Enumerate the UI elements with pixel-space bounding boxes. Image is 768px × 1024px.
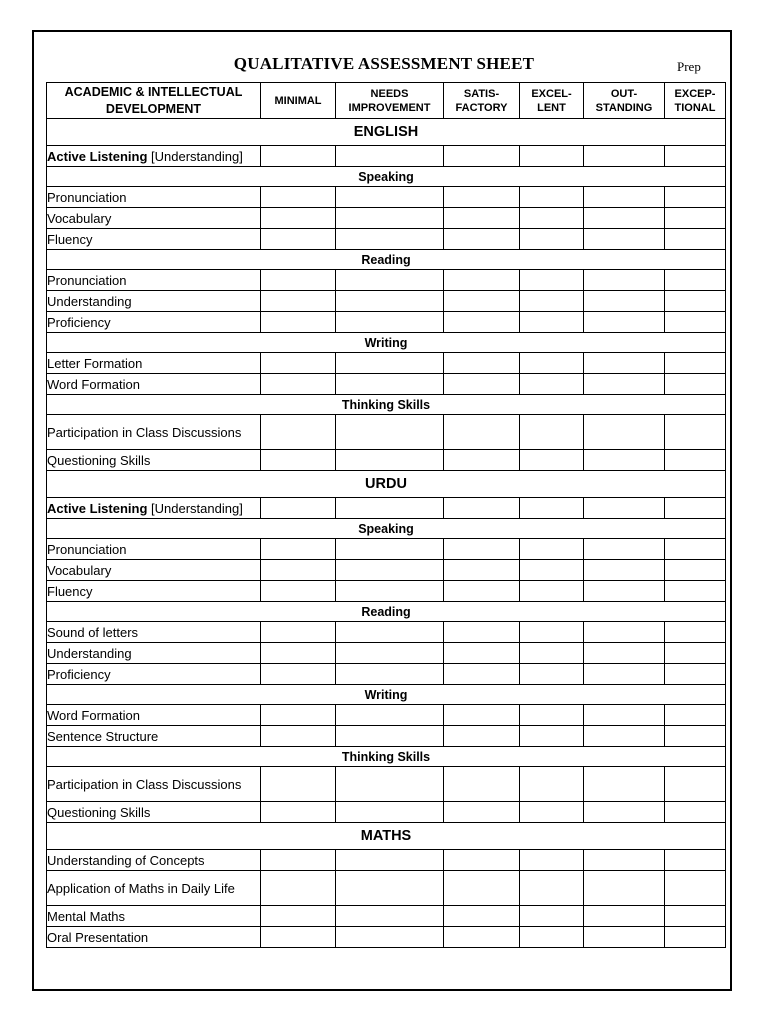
rating-cell-needs-improvement[interactable] [336,291,444,312]
rating-cell-exceptional[interactable] [665,312,726,333]
rating-cell-exceptional[interactable] [665,374,726,395]
rating-cell-satisfactory[interactable] [444,498,520,519]
rating-cell-minimal[interactable] [261,450,336,471]
rating-cell-exceptional[interactable] [665,581,726,602]
rating-cell-satisfactory[interactable] [444,187,520,208]
rating-cell-exceptional[interactable] [665,353,726,374]
rating-cell-satisfactory[interactable] [444,664,520,685]
rating-cell-minimal[interactable] [261,643,336,664]
rating-cell-exceptional[interactable] [665,415,726,450]
criterion-label: Participation in Class Discussions [47,767,261,802]
criterion-row [47,802,726,823]
rating-cell-excellent[interactable] [520,802,584,823]
rating-cell-exceptional[interactable] [665,187,726,208]
rating-cell-outstanding[interactable] [584,208,665,229]
rating-cell-exceptional[interactable] [665,560,726,581]
rating-cell-needs-improvement[interactable] [336,767,444,802]
criterion-label-note: [Understanding] [147,500,243,516]
rating-cell-needs-improvement[interactable] [336,415,444,450]
rating-cell-minimal[interactable] [261,622,336,643]
rating-cell-satisfactory[interactable] [444,802,520,823]
rating-cell-minimal[interactable] [261,498,336,519]
rating-cell-satisfactory[interactable] [444,581,520,602]
rating-cell-outstanding[interactable] [584,643,665,664]
rating-cell-needs-improvement[interactable] [336,498,444,519]
rating-cell-satisfactory[interactable] [444,208,520,229]
rating-cell-excellent[interactable] [520,229,584,250]
criterion-row [47,291,726,312]
rating-cell-exceptional[interactable] [665,871,726,906]
criterion-label-note: [Understanding] [147,148,243,164]
rating-cell-outstanding[interactable] [584,560,665,581]
rating-cell-needs-improvement[interactable] [336,229,444,250]
criterion-row [47,871,726,906]
rating-cell-exceptional[interactable] [665,291,726,312]
rating-cell-outstanding[interactable] [584,229,665,250]
rating-cell-exceptional[interactable] [665,906,726,927]
rating-cell-satisfactory[interactable] [444,146,520,167]
rating-cell-exceptional[interactable] [665,146,726,167]
grade-label: Prep [677,59,701,74]
rating-cell-exceptional[interactable] [665,664,726,685]
rating-cell-exceptional[interactable] [665,270,726,291]
rating-cell-satisfactory[interactable] [444,415,520,450]
criterion-label: Pronunciation [47,187,261,208]
rating-cell-needs-improvement[interactable] [336,850,444,871]
rating-cell-outstanding[interactable] [584,581,665,602]
rating-cell-outstanding[interactable] [584,415,665,450]
criterion-row [47,270,726,291]
rating-cell-satisfactory[interactable] [444,229,520,250]
rating-cell-satisfactory[interactable] [444,374,520,395]
rating-cell-excellent[interactable] [520,374,584,395]
rating-cell-exceptional[interactable] [665,767,726,802]
criterion-row [47,767,726,802]
criterion-label: Word Formation [47,705,261,726]
rating-cell-outstanding[interactable] [584,270,665,291]
rating-cell-needs-improvement[interactable] [336,450,444,471]
rating-cell-minimal[interactable] [261,705,336,726]
rating-header-needs-improvement: NEEDS IMPROVEMENT [336,83,444,119]
rating-cell-exceptional[interactable] [665,850,726,871]
criterion-label-bold: Active Listening [47,148,148,164]
rating-cell-exceptional[interactable] [665,927,726,948]
rating-cell-minimal[interactable] [261,353,336,374]
rating-cell-needs-improvement[interactable] [336,560,444,581]
subject-heading: MATHS [47,823,726,850]
rating-cell-needs-improvement[interactable] [336,726,444,747]
rating-header-exceptional: EXCEP- TIONAL [665,83,726,119]
criterion-label: Pronunciation [47,539,261,560]
rating-cell-outstanding[interactable] [584,871,665,906]
rating-cell-outstanding[interactable] [584,906,665,927]
rating-cell-satisfactory[interactable] [444,622,520,643]
criterion-label: Mental Maths [47,906,261,927]
rating-cell-excellent[interactable] [520,906,584,927]
rating-cell-exceptional[interactable] [665,498,726,519]
assessment-body [47,119,726,948]
rating-cell-excellent[interactable] [520,850,584,871]
rating-cell-minimal[interactable] [261,208,336,229]
section-heading: Speaking [47,519,726,539]
rating-cell-satisfactory[interactable] [444,927,520,948]
rating-cell-outstanding[interactable] [584,353,665,374]
rating-cell-needs-improvement[interactable] [336,374,444,395]
rating-cell-needs-improvement[interactable] [336,664,444,685]
criterion-label: Questioning Skills [47,802,261,823]
criterion-row [47,312,726,333]
rating-cell-outstanding[interactable] [584,498,665,519]
rating-cell-minimal[interactable] [261,927,336,948]
rating-cell-excellent[interactable] [520,581,584,602]
criterion-row [47,726,726,747]
rating-cell-minimal[interactable] [261,374,336,395]
rating-cell-needs-improvement[interactable] [336,353,444,374]
rating-cell-minimal[interactable] [261,664,336,685]
rating-cell-outstanding[interactable] [584,802,665,823]
criterion-label: Sentence Structure [47,726,261,747]
rating-cell-minimal[interactable] [261,726,336,747]
rating-cell-satisfactory[interactable] [444,726,520,747]
rating-cell-excellent[interactable] [520,498,584,519]
criterion-row [47,498,726,519]
criterion-row [47,146,726,167]
section-heading: Speaking [47,167,726,187]
rating-cell-satisfactory[interactable] [444,353,520,374]
criterion-label: Pronunciation [47,270,261,291]
rating-header-excellent: EXCEL- LENT [520,83,584,119]
section-heading: Reading [47,602,726,622]
rating-cell-excellent[interactable] [520,622,584,643]
rating-cell-satisfactory[interactable] [444,643,520,664]
rating-cell-needs-improvement[interactable] [336,906,444,927]
rating-cell-excellent[interactable] [520,560,584,581]
rating-cell-minimal[interactable] [261,539,336,560]
criterion-label: Understanding [47,643,261,664]
rating-header-outstanding: OUT- STANDING [584,83,665,119]
criterion-row [47,208,726,229]
rating-cell-outstanding[interactable] [584,705,665,726]
criterion-label: Understanding [47,291,261,312]
subject-row [47,471,726,498]
rating-cell-minimal[interactable] [261,560,336,581]
rating-cell-minimal[interactable] [261,270,336,291]
rating-cell-minimal[interactable] [261,187,336,208]
section-row [47,333,726,353]
rating-cell-exceptional[interactable] [665,229,726,250]
criterion-row [47,415,726,450]
rating-cell-satisfactory[interactable] [444,560,520,581]
criterion-label: Application of Maths in Daily Life [47,871,261,906]
criterion-row [47,539,726,560]
rating-cell-excellent[interactable] [520,415,584,450]
rating-cell-needs-improvement[interactable] [336,871,444,906]
criterion-label-bold: Active Listening [47,500,148,516]
rating-cell-minimal[interactable] [261,906,336,927]
rating-cell-minimal[interactable] [261,291,336,312]
criterion-label: Vocabulary [47,208,261,229]
criterion-row [47,927,726,948]
section-heading: Writing [47,685,726,705]
section-row [47,602,726,622]
rating-cell-outstanding[interactable] [584,664,665,685]
rating-cell-excellent[interactable] [520,187,584,208]
rating-cell-needs-improvement[interactable] [336,146,444,167]
criterion-row [47,622,726,643]
rating-cell-minimal[interactable] [261,767,336,802]
rating-cell-satisfactory[interactable] [444,450,520,471]
category-header [47,83,261,119]
rating-cell-needs-improvement[interactable] [336,802,444,823]
rating-cell-minimal[interactable] [261,850,336,871]
criterion-label: Proficiency [47,664,261,685]
rating-cell-outstanding[interactable] [584,312,665,333]
criterion-label: Understanding of Concepts [47,850,261,871]
rating-cell-outstanding[interactable] [584,187,665,208]
rating-cell-outstanding[interactable] [584,726,665,747]
criterion-label: Questioning Skills [47,450,261,471]
rating-cell-minimal[interactable] [261,415,336,450]
rating-cell-satisfactory[interactable] [444,291,520,312]
rating-cell-satisfactory[interactable] [444,767,520,802]
section-heading: Writing [47,333,726,353]
criterion-row [47,229,726,250]
rating-cell-outstanding[interactable] [584,146,665,167]
rating-header-minimal: MINIMAL [261,83,336,119]
criterion-label [47,146,261,167]
criterion-row [47,705,726,726]
criterion-row [47,643,726,664]
rating-cell-needs-improvement[interactable] [336,705,444,726]
rating-cell-outstanding[interactable] [584,539,665,560]
rating-cell-excellent[interactable] [520,927,584,948]
criterion-row [47,664,726,685]
rating-cell-minimal[interactable] [261,312,336,333]
rating-cell-exceptional[interactable] [665,802,726,823]
rating-cell-satisfactory[interactable] [444,312,520,333]
rating-cell-satisfactory[interactable] [444,539,520,560]
rating-cell-outstanding[interactable] [584,767,665,802]
section-heading: Thinking Skills [47,395,726,415]
criterion-label: Participation in Class Discussions [47,415,261,450]
rating-cell-excellent[interactable] [520,643,584,664]
criterion-row [47,353,726,374]
section-row [47,250,726,270]
subject-heading: ENGLISH [47,119,726,146]
rating-cell-exceptional[interactable] [665,726,726,747]
criterion-row [47,850,726,871]
section-heading: Thinking Skills [47,747,726,767]
rating-cell-needs-improvement[interactable] [336,187,444,208]
criterion-row [47,187,726,208]
criterion-row [47,560,726,581]
subject-row [47,823,726,850]
rating-cell-exceptional[interactable] [665,622,726,643]
rating-cell-excellent[interactable] [520,726,584,747]
rating-header-satisfactory: SATIS- FACTORY [444,83,520,119]
section-row [47,519,726,539]
criterion-row [47,374,726,395]
criterion-label: Fluency [47,581,261,602]
rating-cell-excellent[interactable] [520,208,584,229]
criterion-label: Letter Formation [47,353,261,374]
rating-cell-needs-improvement[interactable] [336,208,444,229]
rating-cell-excellent[interactable] [520,146,584,167]
rating-cell-needs-improvement[interactable] [336,581,444,602]
rating-cell-excellent[interactable] [520,312,584,333]
rating-cell-needs-improvement[interactable] [336,312,444,333]
rating-cell-needs-improvement[interactable] [336,622,444,643]
sheet-title: QUALITATIVE ASSESSMENT SHEET [233,54,535,73]
assessment-table [46,82,726,948]
rating-cell-minimal[interactable] [261,802,336,823]
rating-cell-outstanding[interactable] [584,291,665,312]
rating-cell-needs-improvement[interactable] [336,270,444,291]
rating-cell-outstanding[interactable] [584,374,665,395]
rating-cell-minimal[interactable] [261,146,336,167]
rating-cell-needs-improvement[interactable] [336,539,444,560]
section-row [47,685,726,705]
rating-cell-outstanding[interactable] [584,450,665,471]
section-row [47,167,726,187]
criterion-label: Oral Presentation [47,927,261,948]
subject-row [47,119,726,146]
rating-cell-excellent[interactable] [520,270,584,291]
rating-cell-excellent[interactable] [520,705,584,726]
criterion-row [47,581,726,602]
header-row [47,83,726,119]
criterion-label: Proficiency [47,312,261,333]
rating-cell-exceptional[interactable] [665,539,726,560]
section-row [47,747,726,767]
rating-cell-excellent[interactable] [520,353,584,374]
rating-cell-outstanding[interactable] [584,622,665,643]
rating-cell-excellent[interactable] [520,767,584,802]
section-heading: Reading [47,250,726,270]
criterion-row [47,450,726,471]
criterion-label: Sound of letters [47,622,261,643]
section-row [47,395,726,415]
rating-cell-satisfactory[interactable] [444,871,520,906]
category-header-line2: DEVELOPMENT [105,101,202,116]
rating-cell-exceptional[interactable] [665,208,726,229]
subject-heading: URDU [47,471,726,498]
criterion-label: Fluency [47,229,261,250]
rating-cell-outstanding[interactable] [584,927,665,948]
rating-cell-excellent[interactable] [520,450,584,471]
rating-cell-excellent[interactable] [520,871,584,906]
rating-cell-exceptional[interactable] [665,705,726,726]
rating-cell-needs-improvement[interactable] [336,927,444,948]
category-header-line1: ACADEMIC & INTELLECTUAL [64,84,243,99]
criterion-label: Vocabulary [47,560,261,581]
rating-cell-satisfactory[interactable] [444,906,520,927]
rating-cell-excellent[interactable] [520,539,584,560]
rating-cell-minimal[interactable] [261,871,336,906]
criterion-row [47,906,726,927]
criterion-label [47,498,261,519]
rating-cell-needs-improvement[interactable] [336,643,444,664]
criterion-label: Word Formation [47,374,261,395]
rating-cell-excellent[interactable] [520,291,584,312]
rating-cell-minimal[interactable] [261,581,336,602]
rating-cell-satisfactory[interactable] [444,705,520,726]
rating-cell-outstanding[interactable] [584,850,665,871]
rating-cell-minimal[interactable] [261,229,336,250]
rating-cell-exceptional[interactable] [665,643,726,664]
rating-cell-exceptional[interactable] [665,450,726,471]
rating-cell-satisfactory[interactable] [444,270,520,291]
rating-cell-satisfactory[interactable] [444,850,520,871]
rating-cell-excellent[interactable] [520,664,584,685]
